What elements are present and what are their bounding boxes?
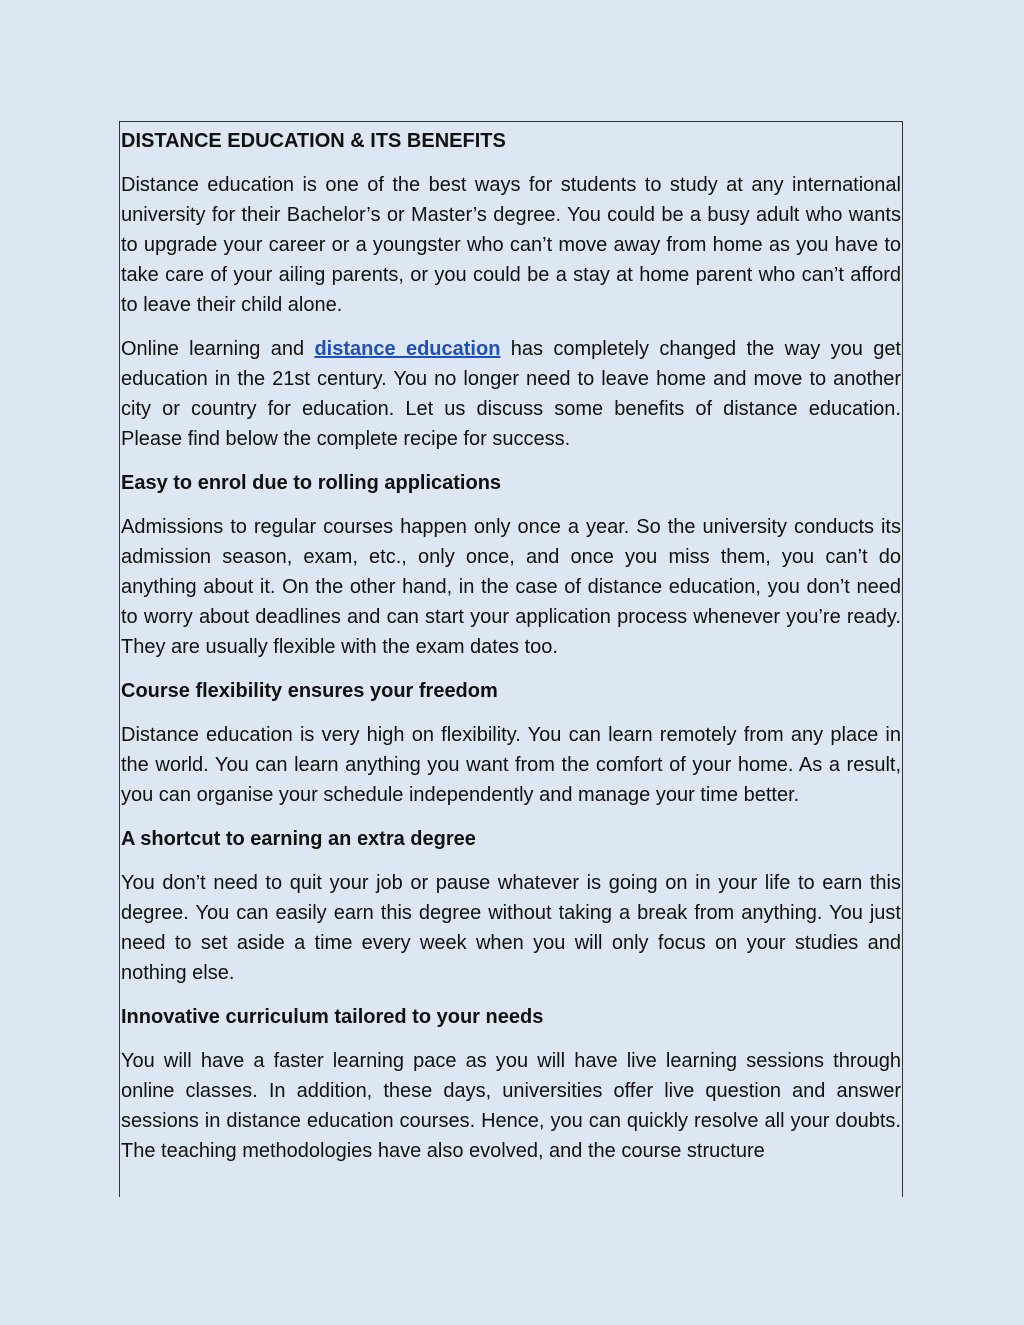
section-body-rolling-applications: Admissions to regular courses happen only once a year. So the university conducts its admission season, exam, etc., only once, and once you miss them, you can’t do anything about it. On the other hand, in the case of distance education, you don’t need to worry about deadlines and can start your application process whenever you’re ready. They are usually flexible with the exam dates too. [121, 516, 901, 658]
document-page [119, 121, 903, 1197]
distance-education-link[interactable]: distance education [314, 338, 501, 360]
intro-text-after-link: has completely changed the way you get education in the 21st century. You no longer need to leave home and move to another city or country for education. Let us discuss some benefits of distance education. Please find below the complete recipe for success. [121, 338, 901, 450]
section-heading-course-flexibility: Course flexibility ensures your freedom [121, 680, 498, 702]
section-body-extra-degree: You don’t need to quit your job or pause whatever is going on in your life to earn this degree. You can easily earn this degree without taking a break from anything. You just need to set aside a time every week when you will only focus on your studies and nothing else. [121, 872, 901, 984]
section-heading-extra-degree: A shortcut to earning an extra degree [121, 828, 476, 850]
intro-paragraph: Distance education is one of the best ways for students to study at any international university for their Bachelor’s or Master’s degree. You could be a busy adult who wants to upgrade your career or a youngster who can’t move away from home as you have to take care of your ailing parents, or you could be a stay at home parent who can’t afford to leave their child alone. [121, 174, 901, 316]
document-title: DISTANCE EDUCATION & ITS BENEFITS [121, 130, 506, 152]
section-body-course-flexibility: Distance education is very high on flexibility. You can learn remotely from any place in the world. You can learn anything you want from the comfort of your home. As a result, you can organise your schedule independently and manage your time better. [121, 724, 901, 806]
intro-text-before-link: Online learning and [121, 338, 315, 360]
section-body-innovative-curriculum: You will have a faster learning pace as you will have live learning sessions through online classes. In addition, these days, universities offer live question and answer sessions in distance education courses. Hence, you can quickly resolve all your doubts. The teaching methodologies have also evolved, and the course structure [121, 1050, 901, 1162]
intro-paragraph-2 [121, 334, 902, 454]
section-heading-innovative-curriculum: Innovative curriculum tailored to your needs [121, 1006, 544, 1028]
section-heading-rolling-applications: Easy to enrol due to rolling applications [121, 472, 502, 494]
